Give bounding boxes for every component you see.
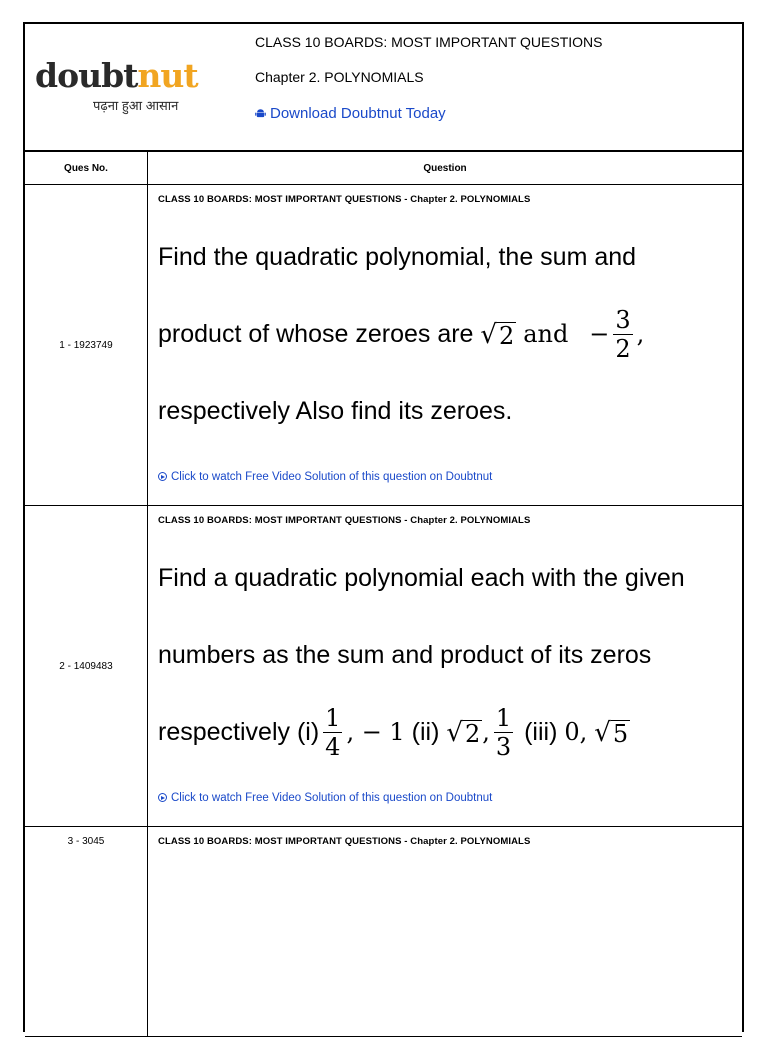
question-cell xyxy=(148,185,743,506)
download-link[interactable] xyxy=(255,105,446,122)
fraction xyxy=(494,706,513,759)
math-minus: − xyxy=(589,320,610,348)
sqrt-expression: √ 2 xyxy=(446,717,481,748)
android-icon xyxy=(255,108,266,119)
question-line: numbers as the sum and product of its zeros xyxy=(158,641,652,669)
video-solution-link[interactable] xyxy=(158,792,492,804)
fraction-numerator: 1 xyxy=(325,704,341,732)
question-line: Find a quadratic polynomial each with the given xyxy=(158,564,685,592)
fraction-numerator: 3 xyxy=(615,306,631,334)
logo-letters-oubt: oubt xyxy=(57,56,138,95)
fraction-denominator: 3 xyxy=(495,733,512,761)
fraction-denominator: 4 xyxy=(325,733,341,761)
sqrt-expression: √ 2 xyxy=(480,319,515,350)
question-text-part: product of whose zeroes are xyxy=(158,320,474,348)
math-comma: , xyxy=(482,718,490,746)
header xyxy=(25,24,742,152)
question-text-part: (ii) xyxy=(411,718,440,746)
question-line xyxy=(158,296,644,373)
math-zero: 0, xyxy=(564,718,588,746)
question-text-part: respectively (i) xyxy=(158,718,320,746)
video-solution-label: Click to watch Free Video Solution of this question on Doubtnut xyxy=(171,471,493,483)
logo-wordmark xyxy=(35,56,198,96)
math-comma: , xyxy=(636,320,645,348)
play-circle-icon xyxy=(158,793,167,802)
question-text-part: (iii) xyxy=(524,718,558,746)
table-row xyxy=(25,185,742,506)
question-cell xyxy=(148,827,743,1037)
radicand: 2 xyxy=(464,719,481,748)
question-number: 2 - 1409483 xyxy=(25,506,148,827)
page-frame xyxy=(23,22,744,1032)
video-solution-link[interactable] xyxy=(158,471,492,483)
math-minus-one: , − 1 xyxy=(346,718,405,746)
header-title: CLASS 10 BOARDS: MOST IMPORTANT QUESTIONS xyxy=(255,34,603,50)
logo-letter-d: d xyxy=(35,56,58,95)
fraction xyxy=(323,706,342,759)
question-cell xyxy=(148,506,743,827)
column-header-qno: Ques No. xyxy=(25,152,148,185)
question-text xyxy=(158,219,644,450)
play-circle-icon xyxy=(158,472,167,481)
header-chapter: Chapter 2. POLYNOMIALS xyxy=(255,69,424,85)
video-solution-label: Click to watch Free Video Solution of this question on Doubtnut xyxy=(171,792,493,804)
download-link-label: Download Doubtnut Today xyxy=(270,105,446,122)
math-and: and xyxy=(523,320,569,348)
question-line xyxy=(158,694,685,771)
fraction xyxy=(613,308,632,361)
table-row xyxy=(25,827,742,1037)
doubtnut-logo[interactable] xyxy=(35,56,215,116)
sqrt-expression: √ 5 xyxy=(594,717,629,748)
question-breadcrumb: CLASS 10 BOARDS: MOST IMPORTANT QUESTIONS - Chapter 2. POLYNOMIALS xyxy=(158,836,531,847)
logo-letters-nut: nut xyxy=(137,56,198,95)
radicand: 5 xyxy=(612,719,629,748)
question-line: respectively Also find its zeroes. xyxy=(158,397,513,425)
questions-table xyxy=(25,152,742,1037)
question-number: 1 - 1923749 xyxy=(25,185,148,506)
fraction-denominator: 2 xyxy=(615,335,631,363)
question-number: 3 - 3045 xyxy=(25,827,148,1037)
fraction-numerator: 1 xyxy=(495,704,512,732)
radicand: 2 xyxy=(499,321,515,350)
table-row xyxy=(25,506,742,827)
question-text xyxy=(158,540,685,771)
question-breadcrumb: CLASS 10 BOARDS: MOST IMPORTANT QUESTIONS - Chapter 2. POLYNOMIALS xyxy=(158,515,531,526)
question-breadcrumb: CLASS 10 BOARDS: MOST IMPORTANT QUESTIONS - Chapter 2. POLYNOMIALS xyxy=(158,194,531,205)
logo-tagline: पढ़ना हुआ आसान xyxy=(93,98,179,113)
column-header-question: Question xyxy=(148,152,743,185)
question-line: Find the quadratic polynomial, the sum and xyxy=(158,243,637,271)
